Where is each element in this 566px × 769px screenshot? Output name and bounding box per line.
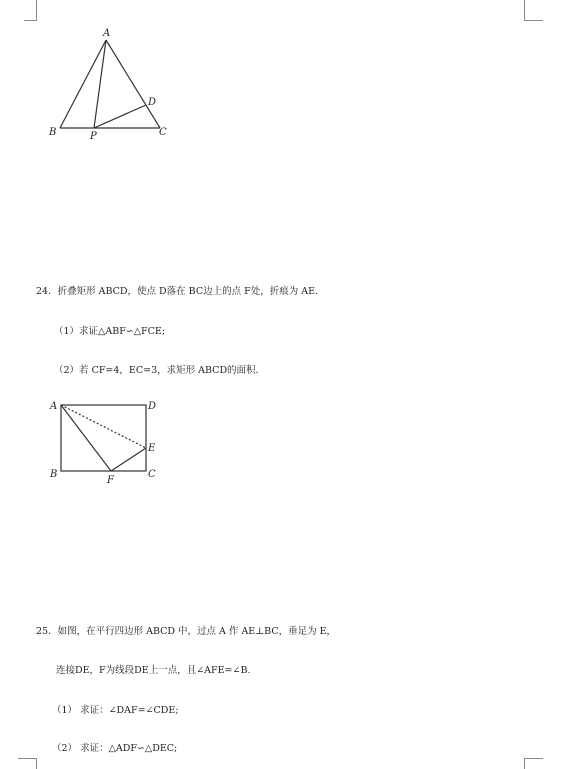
q25-part1: （1） 求证：∠DAF=∠CDE;: [52, 705, 179, 716]
label-d: D: [148, 97, 157, 108]
q24-part2: （2）若 CF=4，EC=3，求矩形 ABCD的面积．: [54, 365, 266, 376]
segment-ap: [94, 40, 106, 128]
label-e: E: [148, 443, 156, 454]
q25-stem: 25．如图，在平行四边形 ABCD 中，过点 A 作 AE⊥BC，垂足为 E，: [36, 626, 337, 637]
q24-part1: （1）求证△ABF∽△FCE;: [54, 326, 166, 337]
figure-triangle-abc: [0, 0, 566, 150]
label-c: C: [148, 469, 156, 480]
label-b: B: [50, 469, 58, 480]
figure-rectangle-abcd: [0, 395, 566, 490]
label-d: D: [148, 401, 157, 412]
segment-af: [61, 405, 111, 471]
q25-line2: 连接DE，F为线段DE上一点，且∠AFE=∠B.: [56, 665, 251, 676]
label-a: A: [103, 28, 111, 39]
segment-pd: [94, 105, 146, 128]
label-b: B: [49, 127, 57, 138]
q24-stem: 24．折叠矩形 ABCD，使点 D落在 BC边上的点 F处，折痕为 AE.: [36, 286, 319, 297]
segment-ac: [106, 40, 160, 128]
segment-ae-dashed: [61, 405, 146, 448]
label-a: A: [50, 401, 58, 412]
crop-mark-bottom-left: [18, 758, 37, 769]
q25-part2: （2） 求证：△ADF∽△DEC;: [52, 743, 178, 754]
segment-fe: [111, 448, 146, 471]
crop-mark-bottom-right: [524, 758, 543, 769]
label-f: F: [107, 475, 114, 486]
segment-ab: [60, 40, 106, 128]
label-p: P: [90, 131, 97, 142]
label-c: C: [159, 127, 167, 138]
